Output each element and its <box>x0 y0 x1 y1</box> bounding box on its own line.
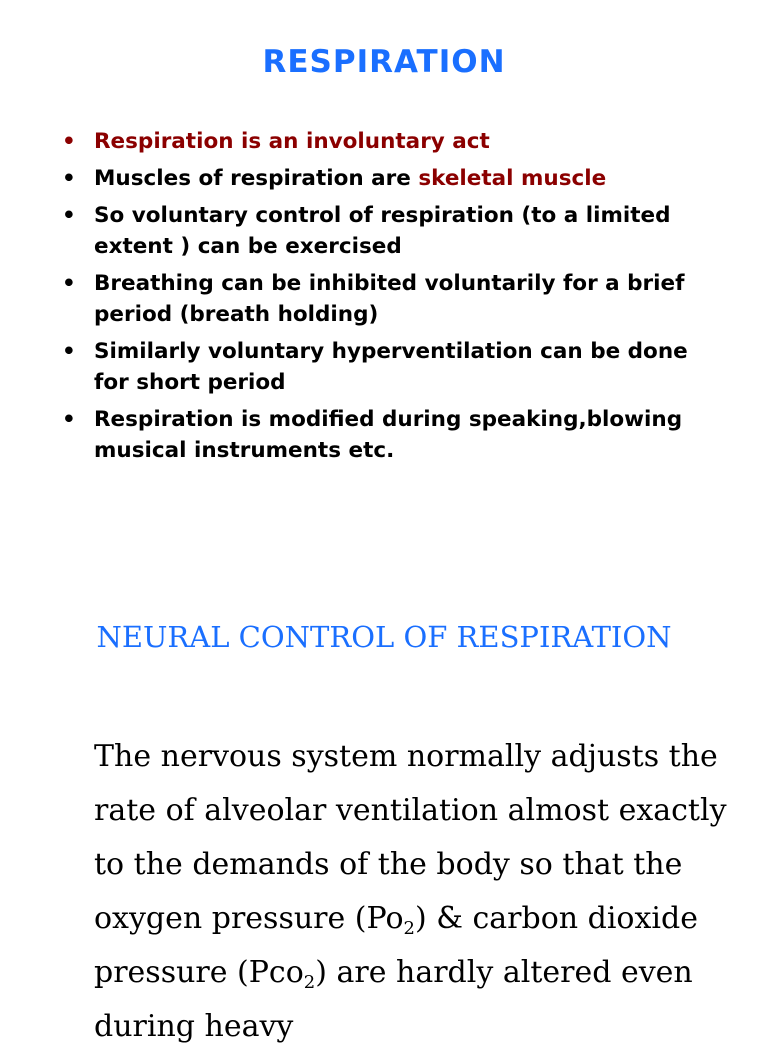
paragraph-text: The nervous system normally adjusts the rate of alveolar ventilation almost exactly to the demands of the body so that the oxygen pressure (Po <box>94 739 727 936</box>
bullet-dot: • <box>62 271 76 296</box>
body-paragraph <box>94 730 734 1054</box>
bullet-dot: • <box>62 339 76 364</box>
bullet-text: Breathing can be inhibited voluntarily for a brief period (breath holding) <box>94 271 685 327</box>
slide-title: RESPIRATION <box>262 44 506 80</box>
bullet-text: So voluntary control of respiration (to a limited extent ) can be exercised <box>94 203 671 259</box>
bullet-dot: • <box>62 166 76 191</box>
subscript: 2 <box>303 972 316 993</box>
bullet-item <box>62 200 712 262</box>
bullet-dot: • <box>62 203 76 228</box>
bullet-text-highlight: skeletal muscle <box>418 166 607 191</box>
bullet-text: Respiration is an involuntary act <box>94 129 490 154</box>
bullet-item <box>62 336 712 398</box>
bullet-text: Respiration is modified during speaking,blowing musical instruments etc. <box>94 407 683 463</box>
bullet-item <box>62 268 712 330</box>
subscript: 2 <box>403 918 415 939</box>
bullet-dot: • <box>62 407 76 432</box>
bullet-text: Similarly voluntary hyperventilation can be done for short period <box>94 339 688 395</box>
bullet-item <box>62 163 712 194</box>
bullet-list <box>62 126 712 472</box>
paragraph-text: ) are hardly altered even during heavy <box>94 955 693 1044</box>
section-title: NEURAL CONTROL OF RESPIRATION <box>96 620 672 654</box>
bullet-item <box>62 126 712 157</box>
paragraph-text: ) & carbon dioxide pressure (Pco <box>94 901 698 990</box>
bullet-item <box>62 404 712 466</box>
bullet-text: Muscles of respiration are <box>94 166 419 191</box>
bullet-dot: • <box>62 129 76 154</box>
